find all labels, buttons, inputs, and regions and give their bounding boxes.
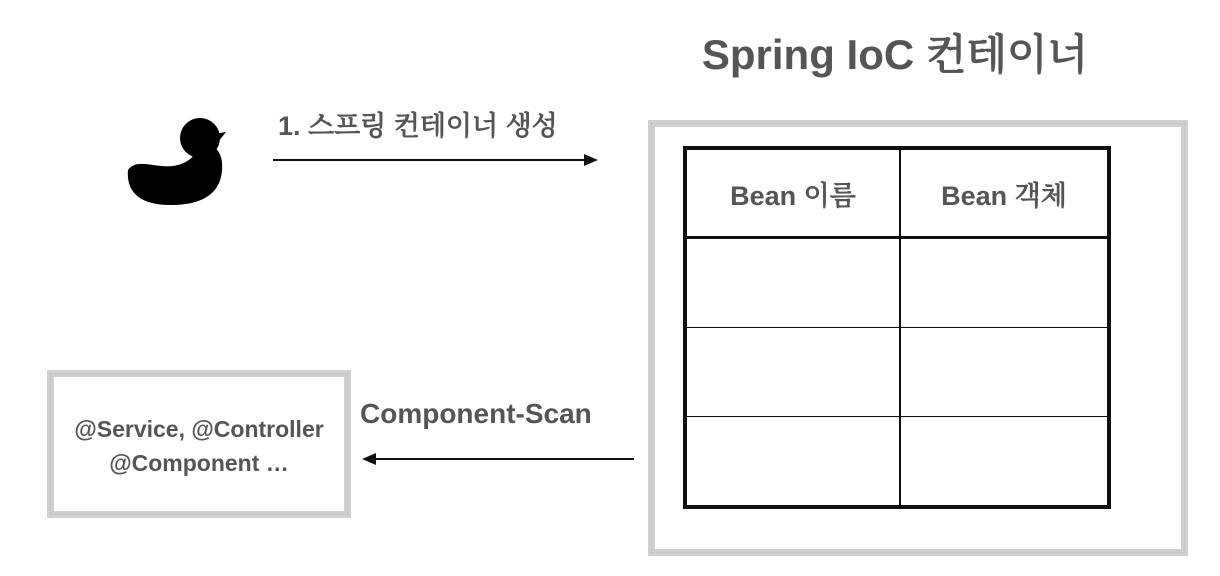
- annotation-line-1: @Service, @Controller: [74, 416, 324, 442]
- component-scan-label: Component-Scan: [360, 398, 592, 429]
- bean-name-cell: [685, 328, 900, 417]
- annotation-line-2: @Component …: [109, 450, 289, 476]
- table-row: [685, 328, 1109, 417]
- diagram-title: Spring IoC 컨테이너: [701, 31, 1089, 78]
- annotation-list: [47, 412, 351, 480]
- create-arrow: [273, 154, 598, 166]
- bean-object-cell: [900, 328, 1109, 417]
- bean-table: [683, 146, 1111, 509]
- bean-name-cell: [685, 417, 900, 508]
- table-row: [685, 417, 1109, 508]
- bean-name-header: Bean 이름: [685, 148, 900, 238]
- bean-name-cell: [685, 238, 900, 328]
- duck-icon: [128, 118, 226, 205]
- bean-object-cell: [900, 417, 1109, 508]
- bean-object-cell: [900, 238, 1109, 328]
- table-row: [685, 238, 1109, 328]
- scan-arrow: [362, 453, 634, 465]
- create-container-label: 1. 스프링 컨테이너 생성: [278, 111, 558, 141]
- bean-object-header: Bean 객체: [900, 148, 1109, 238]
